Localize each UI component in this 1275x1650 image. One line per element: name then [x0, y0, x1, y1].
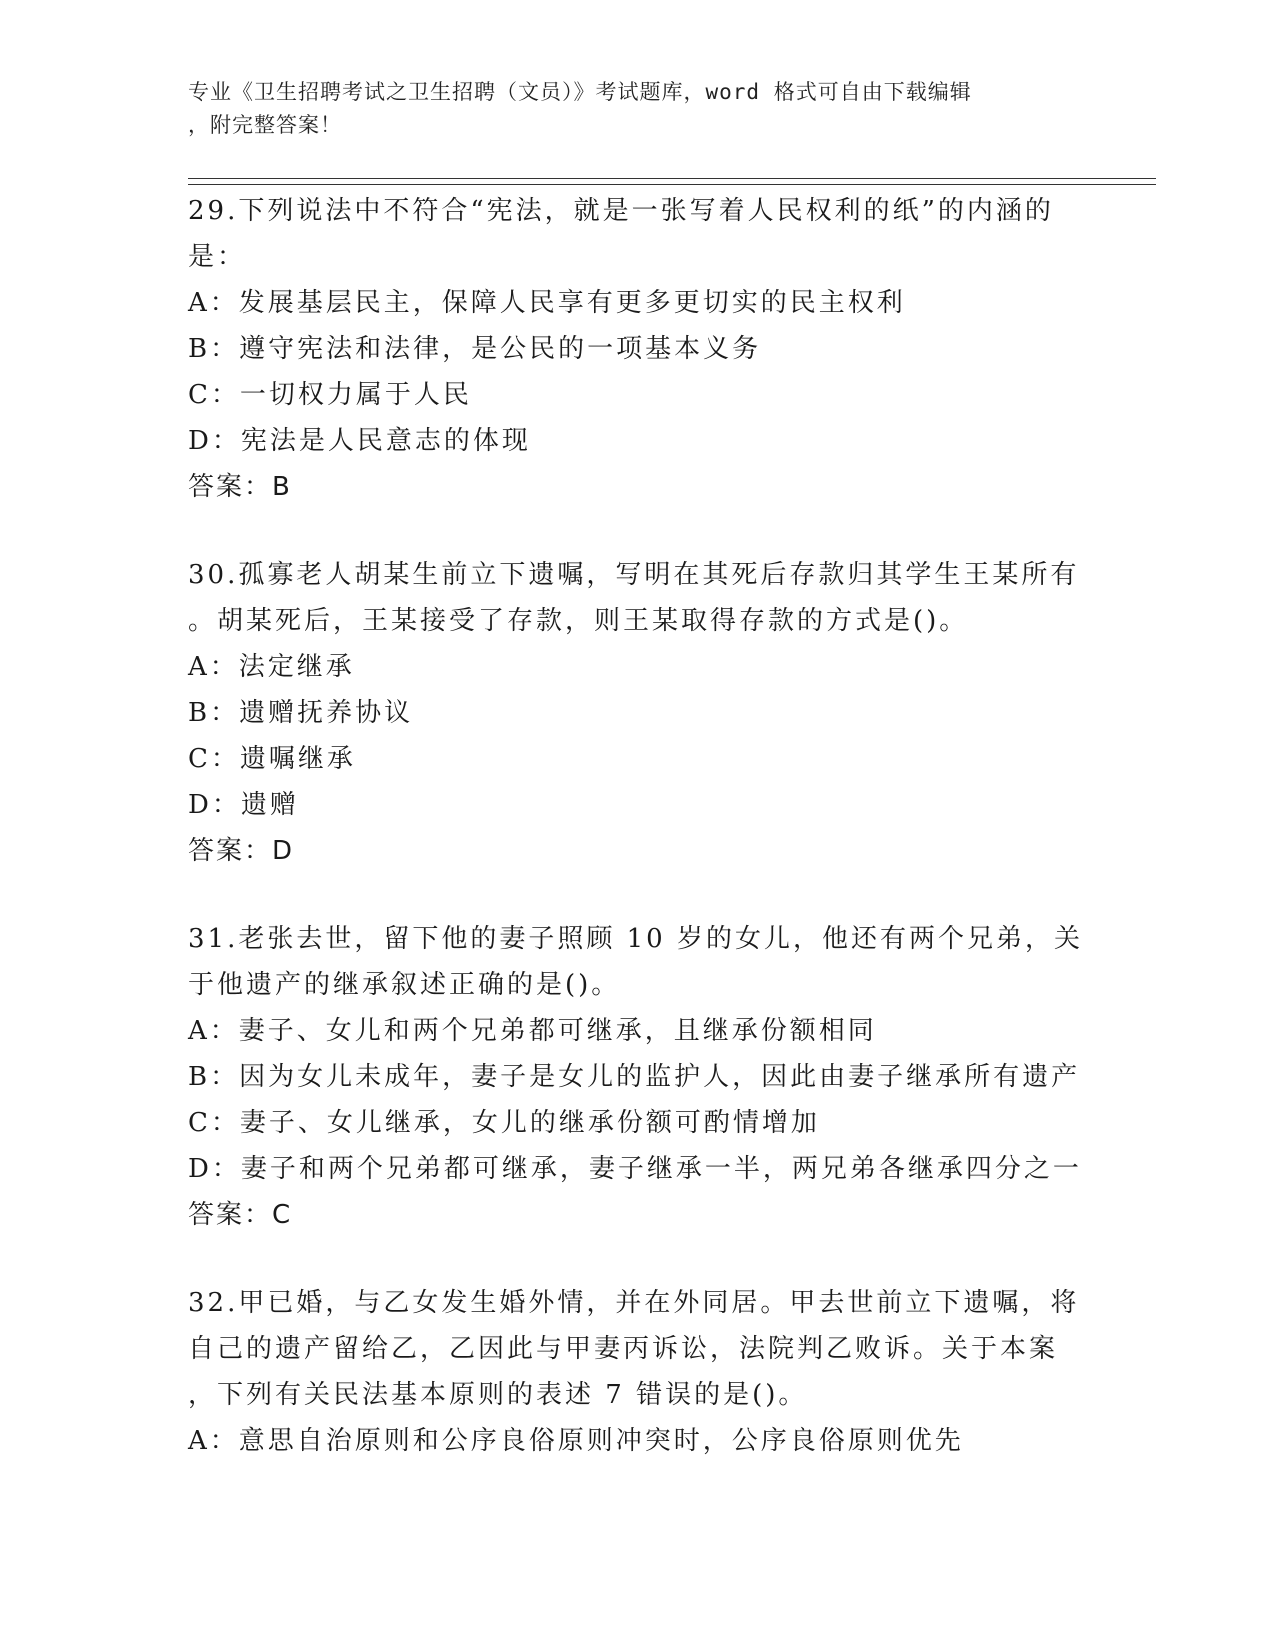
option-c: C：一切权力属于人民	[188, 380, 472, 410]
question-text-line: 。胡某死后，王某接受了存款，则王某取得存款的方式是()。	[188, 606, 969, 636]
header-line-1: 专业《卫生招聘考试之卫生招聘（文员）》考试题库，word 格式可自由下载编辑	[188, 80, 972, 104]
option-a: A：妻子、女儿和两个兄弟都可继承，且继承份额相同	[188, 1016, 877, 1046]
question-text-line: 自己的遗产留给乙，乙因此与甲妻丙诉讼，法院判乙败诉。关于本案	[188, 1334, 1059, 1364]
option-d: D：妻子和两个兄弟都可继承，妻子继承一半，两兄弟各继承四分之一	[188, 1154, 1082, 1184]
option-a: A：意思自治原则和公序良俗原则冲突时，公序良俗原则优先	[188, 1426, 964, 1456]
question-text-line: 31.老张去世，留下他的妻子照顾 10 岁的女儿，他还有两个兄弟，关	[188, 924, 1083, 954]
answer: 答案：B	[188, 472, 292, 502]
question-text-line: 30.孤寡老人胡某生前立下遗嘱，写明在其死后存款归其学生王某所有	[188, 560, 1080, 590]
question-text-line: 29.下列说法中不符合“宪法，就是一张写着人民权利的纸”的内涵的	[188, 196, 1054, 226]
option-d: D：宪法是人民意志的体现	[188, 426, 531, 456]
header-divider-bottom	[188, 184, 1156, 185]
question-29	[188, 188, 1088, 510]
header-line-2: ，附完整答案！	[188, 113, 342, 137]
option-c: C：妻子、女儿继承，女儿的继承份额可酌情增加	[188, 1108, 820, 1138]
question-text-line: 32.甲已婚，与乙女发生婚外情，并在外同居。甲去世前立下遗嘱，将	[188, 1288, 1080, 1318]
option-b: B：因为女儿未成年，妻子是女儿的监护人，因此由妻子继承所有遗产	[188, 1062, 1081, 1092]
question-text-line: 于他遗产的继承叙述正确的是()。	[188, 970, 621, 1000]
question-32	[188, 1280, 1088, 1464]
option-d: D：遗赠	[188, 790, 299, 820]
question-30	[188, 552, 1088, 874]
answer: 答案：C	[188, 1200, 293, 1230]
question-text-line: 是：	[188, 242, 247, 272]
answer: 答案：D	[188, 836, 295, 866]
header-divider-top	[188, 178, 1156, 179]
question-text-line: ，下列有关民法基本原则的表述 7 错误的是()。	[188, 1380, 808, 1410]
question-31	[188, 916, 1088, 1238]
question-list	[188, 188, 1088, 1464]
page-header	[188, 76, 1068, 142]
option-c: C：遗嘱继承	[188, 744, 356, 774]
option-a: A：发展基层民主，保障人民享有更多更切实的民主权利	[188, 288, 906, 318]
option-b: B：遵守宪法和法律，是公民的一项基本义务	[188, 334, 762, 364]
option-b: B：遗赠抚养协议	[188, 698, 414, 728]
option-a: A：法定继承	[188, 652, 355, 682]
